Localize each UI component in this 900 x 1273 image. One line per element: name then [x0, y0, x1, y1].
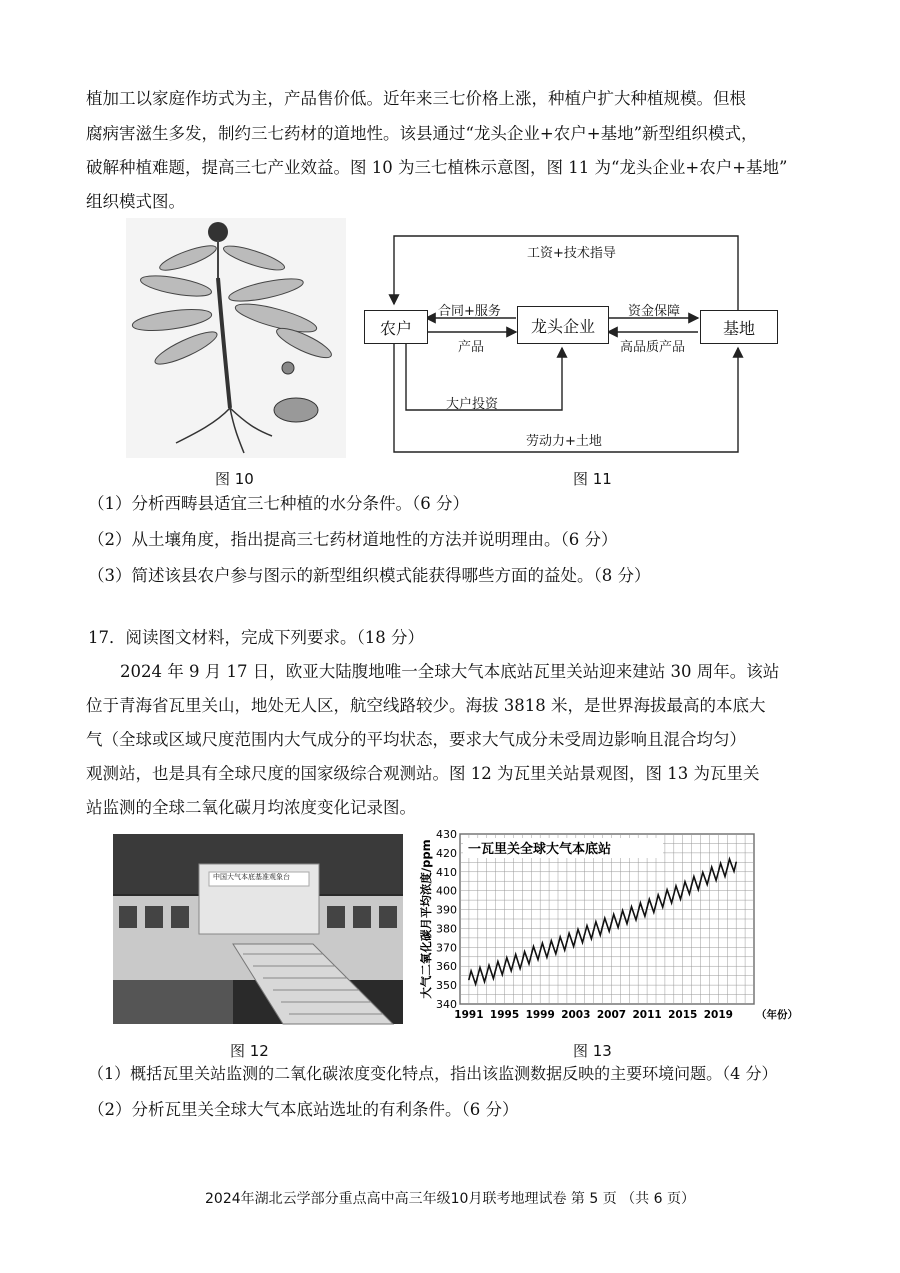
co2-data-point	[691, 884, 693, 886]
co2-data-point	[539, 950, 541, 952]
co2-data-point	[495, 969, 497, 971]
label-big-investment: 大户投资	[446, 397, 499, 412]
co2-data-point	[682, 890, 684, 892]
figure-12-caption: 图 12	[230, 1042, 269, 1060]
figure-13-caption: 图 13	[573, 1042, 612, 1060]
co2-data-point	[726, 867, 728, 869]
x-tick-label: 2007	[596, 1009, 627, 1021]
intro-line-3: 破解种植难题，提高三七产业效益。图 10 为三七植株示意图，图 11 为“龙头企业+农户+基地”	[86, 158, 788, 177]
y-tick-label: 430	[436, 828, 457, 841]
node-farmer: 农户	[364, 310, 428, 344]
y-tick-label: 340	[436, 998, 457, 1011]
sanqi-plant-illustration	[126, 218, 346, 458]
co2-data-point	[522, 960, 524, 962]
co2-data-point	[637, 911, 639, 913]
y-tick-label: 410	[436, 865, 457, 879]
y-tick-label: 390	[436, 903, 457, 917]
x-tick-label: 2019	[703, 1009, 733, 1021]
y-tick-label: 400	[436, 884, 457, 898]
co2-data-point	[628, 914, 630, 916]
x-tick-label: 2015	[668, 1009, 698, 1021]
x-axis-label: （年份）	[756, 1009, 798, 1021]
intro-line-4: 组织模式图。	[86, 192, 185, 211]
x-tick-label: 1991	[454, 1009, 484, 1021]
co2-data-point	[468, 979, 470, 981]
co2-data-point	[584, 933, 586, 935]
x-tick-label: 1995	[489, 1009, 520, 1021]
label-labor-land: 劳动力+土地	[526, 434, 602, 449]
q16-item-1: （1）分析西畴县适宜三七种植的水分条件。（6 分）	[88, 494, 469, 513]
co2-data-point	[557, 945, 559, 947]
co2-data-point	[566, 941, 568, 943]
co2-data-point	[477, 975, 479, 977]
intro-line-1: 植加工以家庭作坊式为主，产品售价低。近年来三七价格上涨，种植户扩大种植规模。但根	[86, 89, 746, 108]
q17-line-1: 2024 年 9 月 17 日，欧亚大陆腹地唯一全球大气本底站瓦里关站迎来建站 30 周年。该站	[120, 662, 780, 681]
node-base: 基地	[700, 310, 778, 344]
co2-data-point	[575, 937, 577, 939]
x-tick-label: 2003	[561, 1009, 591, 1021]
co2-data-point	[700, 880, 702, 882]
y-tick-label: 350	[436, 979, 457, 993]
q17-line-3: 气（全球或区域尺度范围内大气成分的平均状态，要求大气成分未受周边影响且混合均匀）	[86, 730, 746, 749]
label-product: 产品	[458, 340, 485, 355]
co2-data-point	[709, 875, 711, 877]
co2-data-point	[673, 894, 675, 896]
co2-data-point	[620, 918, 622, 920]
co2-data-point	[602, 926, 604, 928]
y-tick-label: 360	[436, 960, 457, 974]
y-axis-label: 大气二氧化碳月平均浓度/ppm	[419, 839, 433, 999]
co2-data-point	[646, 907, 648, 909]
figure-10-caption: 图 10	[215, 470, 254, 488]
label-quality-product: 高品质产品	[620, 340, 686, 355]
co2-data-point	[664, 897, 666, 899]
co2-data-point	[530, 954, 532, 956]
co2-data-point	[593, 930, 595, 932]
station-photo	[113, 834, 403, 1024]
intro-line-2: 腐病害滋生多发，制约三七药材的道地性。该县通过“龙头企业+农户+基地”新型组织模式，	[86, 124, 758, 143]
q17-title: 17．阅读图文材料，完成下列要求。（18 分）	[88, 628, 424, 647]
q17-question-2: （2）分析瓦里关全球大气本底站选址的有利条件。（6 分）	[88, 1100, 519, 1119]
q17-question-1: （1）概括瓦里关站监测的二氧化碳浓度变化特点，指出该监测数据反映的主要环境问题。（4 分）	[88, 1064, 778, 1083]
station-sign-text: 中国大气本底基准观象台	[213, 873, 290, 881]
q16-item-3: （3）简述该县农户参与图示的新型组织模式能获得哪些方面的益处。（8 分）	[88, 566, 651, 585]
co2-data-point	[611, 922, 613, 924]
co2-data-point	[513, 962, 515, 964]
page-footer: 2024年湖北云学部分重点高中高三年级10月联考地理试卷 第 5 页 （共 6 页）	[205, 1191, 695, 1207]
co2-data-point	[735, 862, 737, 864]
q17-line-5: 站监测的全球二氧化碳月均浓度变化记录图。	[86, 798, 416, 817]
y-tick-label: 370	[436, 941, 457, 955]
q17-line-2: 位于青海省瓦里关山，地处无人区，航空线路较少。海拔 3818 米，是世界海拔最高的本底大	[86, 696, 766, 715]
co2-concentration-chart	[418, 828, 798, 1028]
q16-item-2: （2）从土壤角度，指出提高三七药材道地性的方法并说明理由。（6 分）	[88, 530, 618, 549]
figure-11-caption: 图 11	[573, 470, 612, 488]
x-tick-label: 2011	[632, 1009, 662, 1021]
co2-data-point	[548, 948, 550, 950]
label-wage-tech: 工资+技术指导	[527, 246, 616, 261]
co2-data-point	[655, 903, 657, 905]
co2-data-point	[718, 871, 720, 873]
label-contract-service: 合同+服务	[438, 304, 501, 319]
label-fund: 资金保障	[628, 304, 681, 319]
chart-title: 一瓦里关全球大气本底站	[468, 842, 612, 857]
co2-data-point	[504, 965, 506, 967]
q17-line-4: 观测站，也是具有全球尺度的国家级综合观测站。图 12 为瓦里关站景观图，图 13 为瓦里关	[86, 764, 760, 783]
node-enterprise: 龙头企业	[517, 306, 609, 344]
co2-data-point	[486, 973, 488, 975]
y-tick-label: 380	[436, 922, 457, 936]
x-tick-label: 1999	[525, 1009, 555, 1021]
y-tick-label: 420	[436, 846, 457, 860]
